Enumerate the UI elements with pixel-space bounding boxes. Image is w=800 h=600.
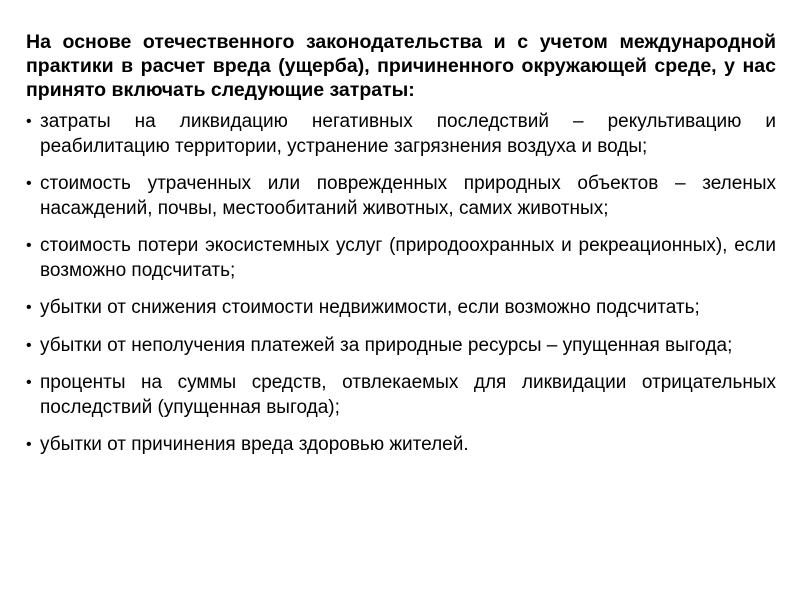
list-item-text: стоимость утраченных или поврежденных природных объектов – зеленых насаждений, почвы, местообитаний животных, самих животных;: [40, 173, 776, 219]
list-item: [26, 172, 776, 221]
list-item-text: стоимость потери экосистемных услуг (природоохранных и рекреационных), если возможно подсчитать;: [40, 235, 776, 281]
list-item-text: убытки от снижения стоимости недвижимости, если возможно подсчитать;: [40, 297, 700, 318]
list-item-text: убытки от неполучения платежей за природные ресурсы – упущенная выгода;: [40, 334, 733, 356]
list-item: [26, 334, 776, 359]
bullet-icon: •: [26, 113, 32, 130]
list-item: [26, 234, 776, 283]
bullet-icon: •: [26, 436, 32, 453]
list-item: [26, 110, 776, 159]
list-item: [26, 296, 776, 321]
bullet-icon: •: [26, 237, 32, 254]
list-item-text: затраты на ликвидацию негативных последствий – рекультивацию и реабилитацию территории, устранение загрязнения воздуха и воды;: [40, 111, 776, 157]
bullet-icon: •: [26, 374, 32, 391]
bullet-icon: •: [26, 175, 32, 192]
list-item-text: убытки от причинения вреда здоровью жителей.: [40, 434, 469, 455]
list-item-text: проценты на суммы средств, отвлекаемых для ликвидации отрицательных последствий (упущенная выгода);: [40, 372, 776, 418]
list-item: [26, 371, 776, 420]
cost-list: [26, 110, 776, 458]
bullet-icon: •: [26, 336, 32, 354]
bullet-icon: •: [26, 299, 32, 316]
intro-paragraph: На основе отечественного законодательства и с учетом международной практики в расчет вреда (ущерба), причиненного окружающей среде, у нас принято включать следующие затраты:: [26, 31, 776, 101]
list-item: [26, 433, 776, 458]
